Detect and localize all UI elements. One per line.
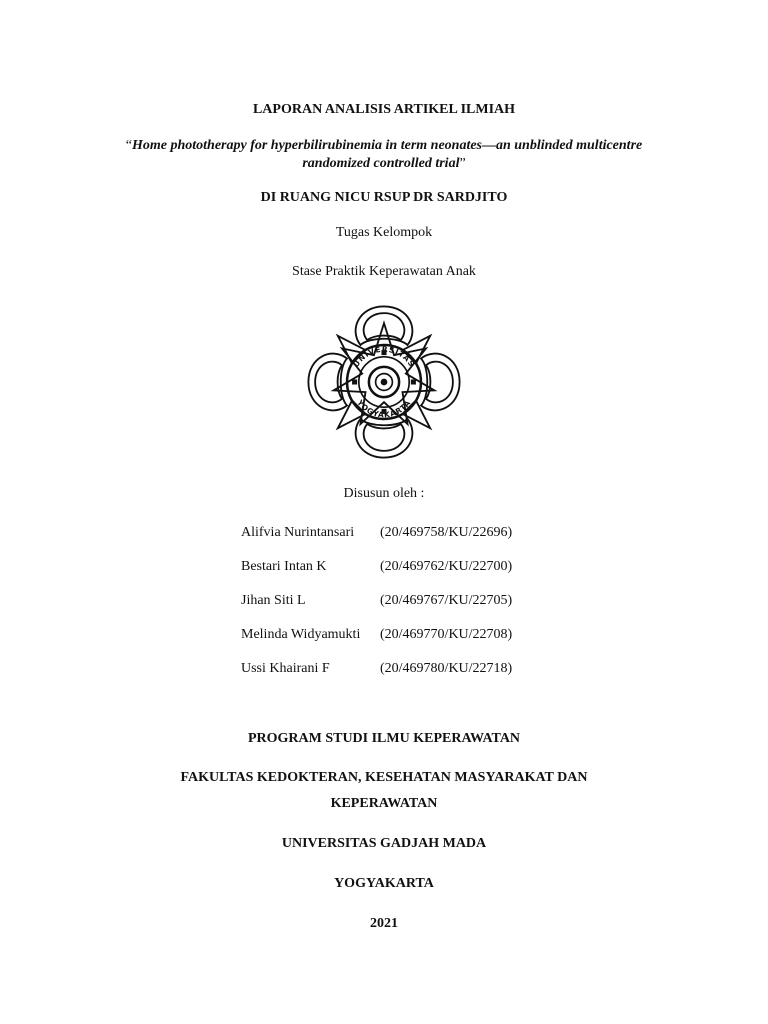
member-row [241,592,561,610]
member-name: Jihan Siti L [241,593,306,608]
member-name: Melinda Widyamukti [241,627,361,642]
member-row [241,626,561,644]
member-name: Alifvia Nurintansari [241,525,355,540]
article-title-line-2 [0,155,768,173]
year: 2021 [370,916,398,931]
assignment-type: Tugas Kelompok [335,225,433,240]
article-title-line-1 [0,137,768,155]
location-heading: DI RUANG NICU RSUP DR SARDJITO [260,190,508,205]
svg-text:YOGYAKARTA [355,397,413,419]
open-quote: “ [125,138,132,153]
member-name: Ussi Khairani F [241,661,330,676]
member-row [241,660,561,678]
report-title: LAPORAN ANALISIS ARTIKEL ILMIAH [252,102,516,117]
member-id: (20/469762/KU/22700) [380,559,513,574]
study-program: PROGRAM STUDI ILMU KEPERAWATAN [247,731,521,746]
member-row [241,558,561,576]
member-id: (20/469767/KU/22705) [380,593,513,608]
close-quote: ” [459,156,466,171]
member-name: Bestari Intan K [241,559,327,574]
member-id: (20/469758/KU/22696) [380,525,513,540]
member-id: (20/469780/KU/22718) [380,661,513,676]
seal-text-top: UNIVERSITAS [351,344,417,369]
faculty-line-1: FAKULTAS KEDOKTERAN, KESEHATAN MASYARAKAT DAN [180,770,588,785]
university-name: UNIVERSITAS GADJAH MADA [281,836,487,851]
member-id: (20/469770/KU/22708) [380,627,513,642]
compiled-by-label: Disusun oleh : [343,486,425,501]
university-seal-icon [300,298,468,466]
faculty-line-2: KEPERAWATAN [330,796,438,811]
practice-stage: Stase Praktik Keperawatan Anak [292,264,476,279]
article-title-text-1: Home phototherapy for hyperbilirubinemia in term neonates—an unblinded multicentre [131,138,643,153]
seal-text-bottom: YOGYAKARTA [355,398,413,420]
city-name: YOGYAKARTA [334,876,434,891]
article-title-text-2: randomized controlled trial [302,156,460,171]
member-row [241,524,561,542]
